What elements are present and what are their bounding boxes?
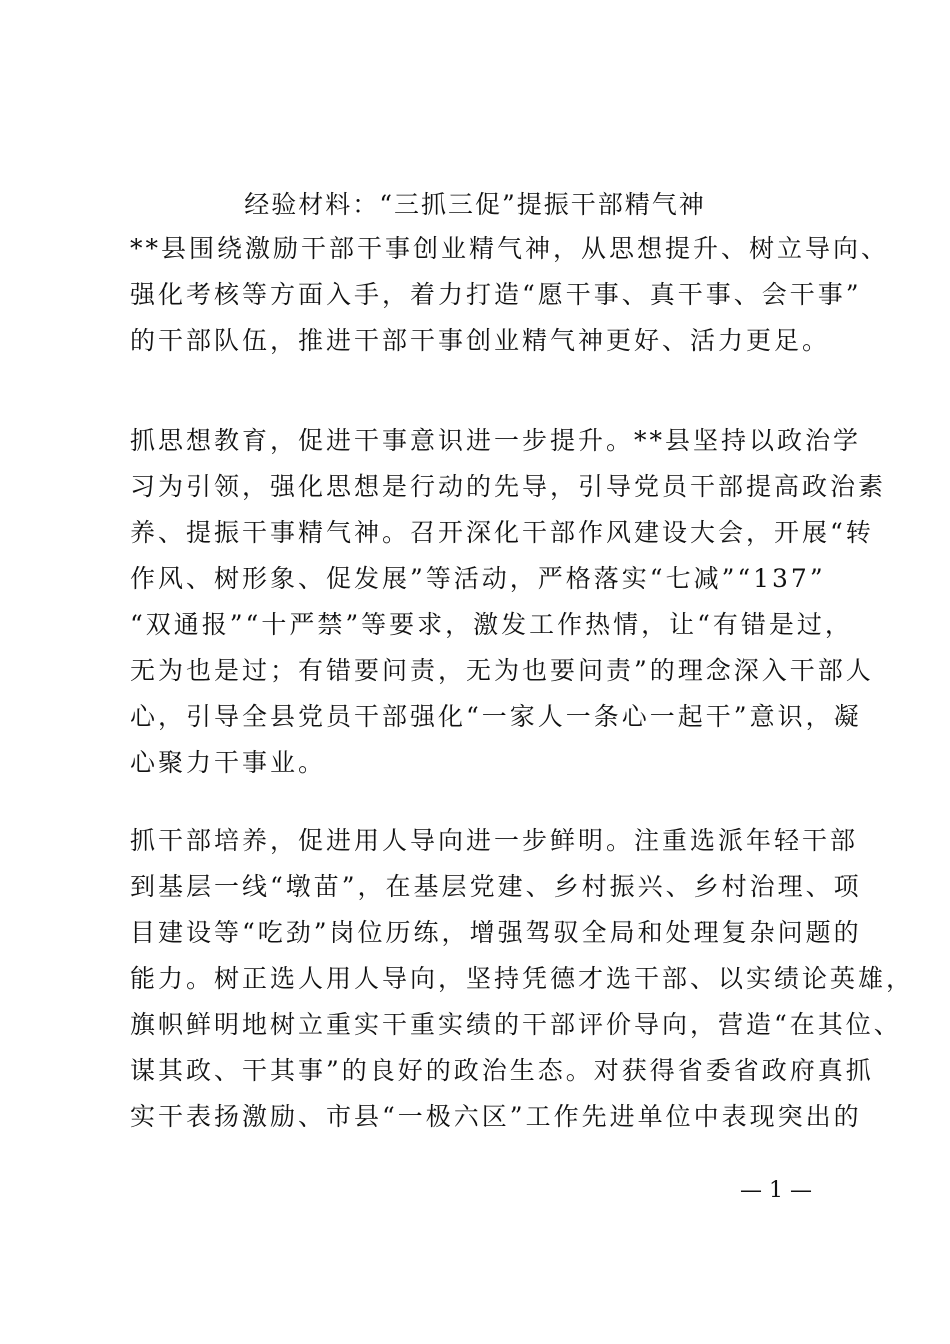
paragraph-line: 旗帜鲜明地树立重实干重实绩的干部评价导向，营造“在其位、: [130, 1010, 902, 1039]
paragraph-line: 养、提振干事精气神。召开深化干部作风建设大会，开展“转: [130, 518, 874, 547]
paragraph-line: 谋其政、干其事”的良好的政治生态。对获得省委省政府真抓: [130, 1056, 874, 1085]
paragraph-line: 到基层一线“墩苗”，在基层党建、乡村振兴、乡村治理、项: [130, 872, 862, 901]
paragraph-line: 抓干部培养，促进用人导向进一步鲜明。注重选派年轻干部: [130, 826, 859, 855]
paragraph-line: 目建设等“吃劲”岗位历练，增强驾驭全局和处理复杂问题的: [130, 918, 862, 947]
paragraph-line: 作风、树形象、促发展”等活动，严格落实“七减”“137”: [130, 564, 826, 593]
paragraph-line: 的干部队伍，推进干部干事创业精气神更好、活力更足。: [130, 326, 831, 355]
paragraph-line: 习为引领，强化思想是行动的先导，引导党员干部提高政治素: [130, 472, 887, 501]
paragraph-line: 无为也是过；有错要问责，无为也要问责”的理念深入干部人: [130, 656, 874, 685]
page-number: — 1 —: [740, 1178, 812, 1203]
paragraph-line: **县围绕激励干部干事创业精气神，从思想提升、树立导向、: [130, 234, 890, 263]
paragraph-line: 实干表扬激励、市县“一极六区”工作先进单位中表现突出的: [130, 1102, 862, 1131]
paragraph-line: 强化考核等方面入手，着力打造“愿干事、真干事、会干事”: [130, 280, 862, 309]
paragraph-line: 心，引导全县党员干部强化“一家人一条心一起干”意识，凝: [130, 702, 862, 731]
paragraph-line: 心聚力干事业。: [130, 748, 327, 777]
paragraph-line: “双通报”“十严禁”等要求，激发工作热情，让“有错是过，: [130, 610, 853, 639]
document-title: 经验材料：“三抓三促”提振干部精气神: [244, 190, 706, 219]
paragraph-line: 抓思想教育，促进干事意识进一步提升。**县坚持以政治学: [130, 426, 862, 455]
paragraph-line: 能力。树正选人用人导向，坚持凭德才选干部、以实绩论英雄，: [130, 964, 915, 993]
